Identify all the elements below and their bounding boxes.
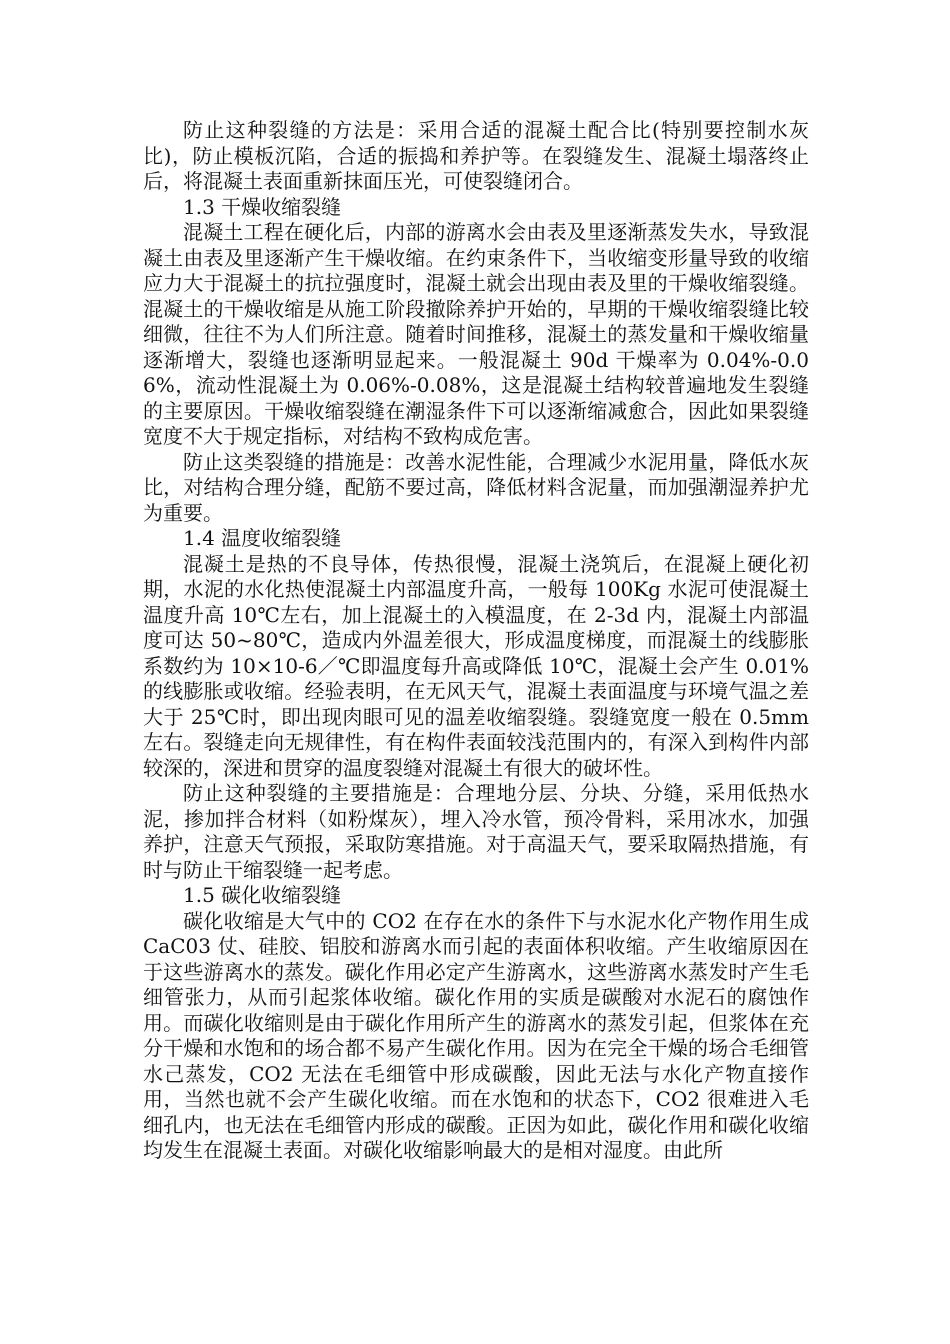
heading-temperature-shrinkage-cracks: 1.4 温度收缩裂缝 (183, 526, 342, 550)
paragraph-temperature-shrinkage: 混凝土是热的不良导体，传热很慢，混凝土浇筑后，在混凝上硬化初期，水泥的水化热使混凝土内部温度升高，一般每 100Kg 水泥可使混凝土温度升高 10℃左右，加上混凝土的入模温度，在 2-3d 内，混凝土内部温度可达 50~80℃，造成内外温差很大，形成温度梯度，而混凝土的线膨胀系数约为 10×10-6／℃即温度每升高或降低 10℃，混凝土会产生 0.01%的线膨胀或收缩。经验表明，在无风天气，混凝土表面温度与环境气温之差大于 25℃时，即出现肉眼可见的温差收缩裂缝。裂缝宽度一般在 0.5mm 左右。裂缝走向无规律性，有在构件表面较浅范围内的，有深入到构件内部较深的，深进和贯穿的温度裂缝对混凝土有很大的破坏性。 (143, 551, 809, 780)
document-page (143, 118, 809, 1164)
paragraph-dry-shrinkage: 混凝土工程在硬化后，内部的游离水会由表及里逐渐蒸发失水，导致混凝土由表及里逐渐产生干燥收缩。在约束条件下，当收缩变形量导致的收缩应力大于混凝土的抗拉强度时，混凝土就会出现由表及里的干燥收缩裂缝。混凝土的干燥收缩是从施工阶段撤除养护开始的，早期的干燥收缩裂缝比较细微，往往不为人们所注意。随着时间推移，混凝土的蒸发量和干燥收缩量逐渐增大，裂缝也逐渐明显起来。一般混凝土 90d 干燥率为 0.04%-0.06%，流动性混凝土为 0.06%-0.08%，这是混凝土结构较普遍地发生裂缝的主要原因。干燥收缩裂缝在潮湿条件下可以逐渐缩减愈合，因此如果裂缝宽度不大于规定指标，对结构不致构成危害。 (143, 220, 809, 448)
paragraph-carbonation-shrinkage: 碳化收缩是大气中的 CO2 在存在水的条件下与水泥水化产物作用生成 CaC03 仗、硅胶、铝胶和游离水而引起的表面体积收缩。产生收缩原因在于这些游离水的蒸发。碳化作用必定产生游离水，这些游离水蒸发时产生毛细管张力，从而引起浆体收缩。碳化作用的实质是碳酸对水泥石的腐蚀作用。而碳化收缩则是由于碳化作用所产生的游离水的蒸发引起，但浆体在充分干燥和水饱和的场合都不易产生碳化作用。因为在完全干燥的场合毛细管水己蒸发，CO2 无法在毛细管中形成碳酸，因此无法与水化产物直接作用，当然也就不会产生碳化收缩。而在水饱和的状态下，CO2 很难进入毛细孔内，也无法在毛细管内形成的碳酸。正因为如此，碳化作用和碳化收缩均发生在混凝土表面。对碳化收缩影响最大的是相对湿度。由此所 (143, 908, 809, 1162)
heading-carbonation-shrinkage-cracks: 1.5 碳化收缩裂缝 (183, 883, 342, 907)
heading-dry-shrinkage-cracks: 1.3 干燥收缩裂缝 (183, 194, 342, 219)
paragraph-crack-prevention-method: 防止这种裂缝的方法是：采用合适的混凝土配合比(特别要控制水灰比)，防止模板沉陷，合适的振捣和养护等。在裂缝发生、混凝土塌落终止后，将混凝土表面重新抹面压光，可使裂缝闭合。 (143, 118, 809, 193)
paragraph-temperature-prevention: 防止这种裂缝的主要措施是：合理地分层、分块、分缝，采用低热水泥，掺加拌合材料（如粉煤灰），埋入冷水管，预冷骨料，采用冰水，加强养护，注意天气预报，采取防寒措施。对于高温天气，要采取隔热措施，有时与防止干缩裂缝一起考虑。 (143, 781, 809, 882)
paragraph-dry-shrinkage-prevention: 防止这类裂缝的措施是：改善水泥性能，合理减少水泥用量，降低水灰比，对结构合理分缝，配筋不要过高，降低材料含泥量，而加强潮湿养护尤为重要。 (143, 449, 809, 525)
